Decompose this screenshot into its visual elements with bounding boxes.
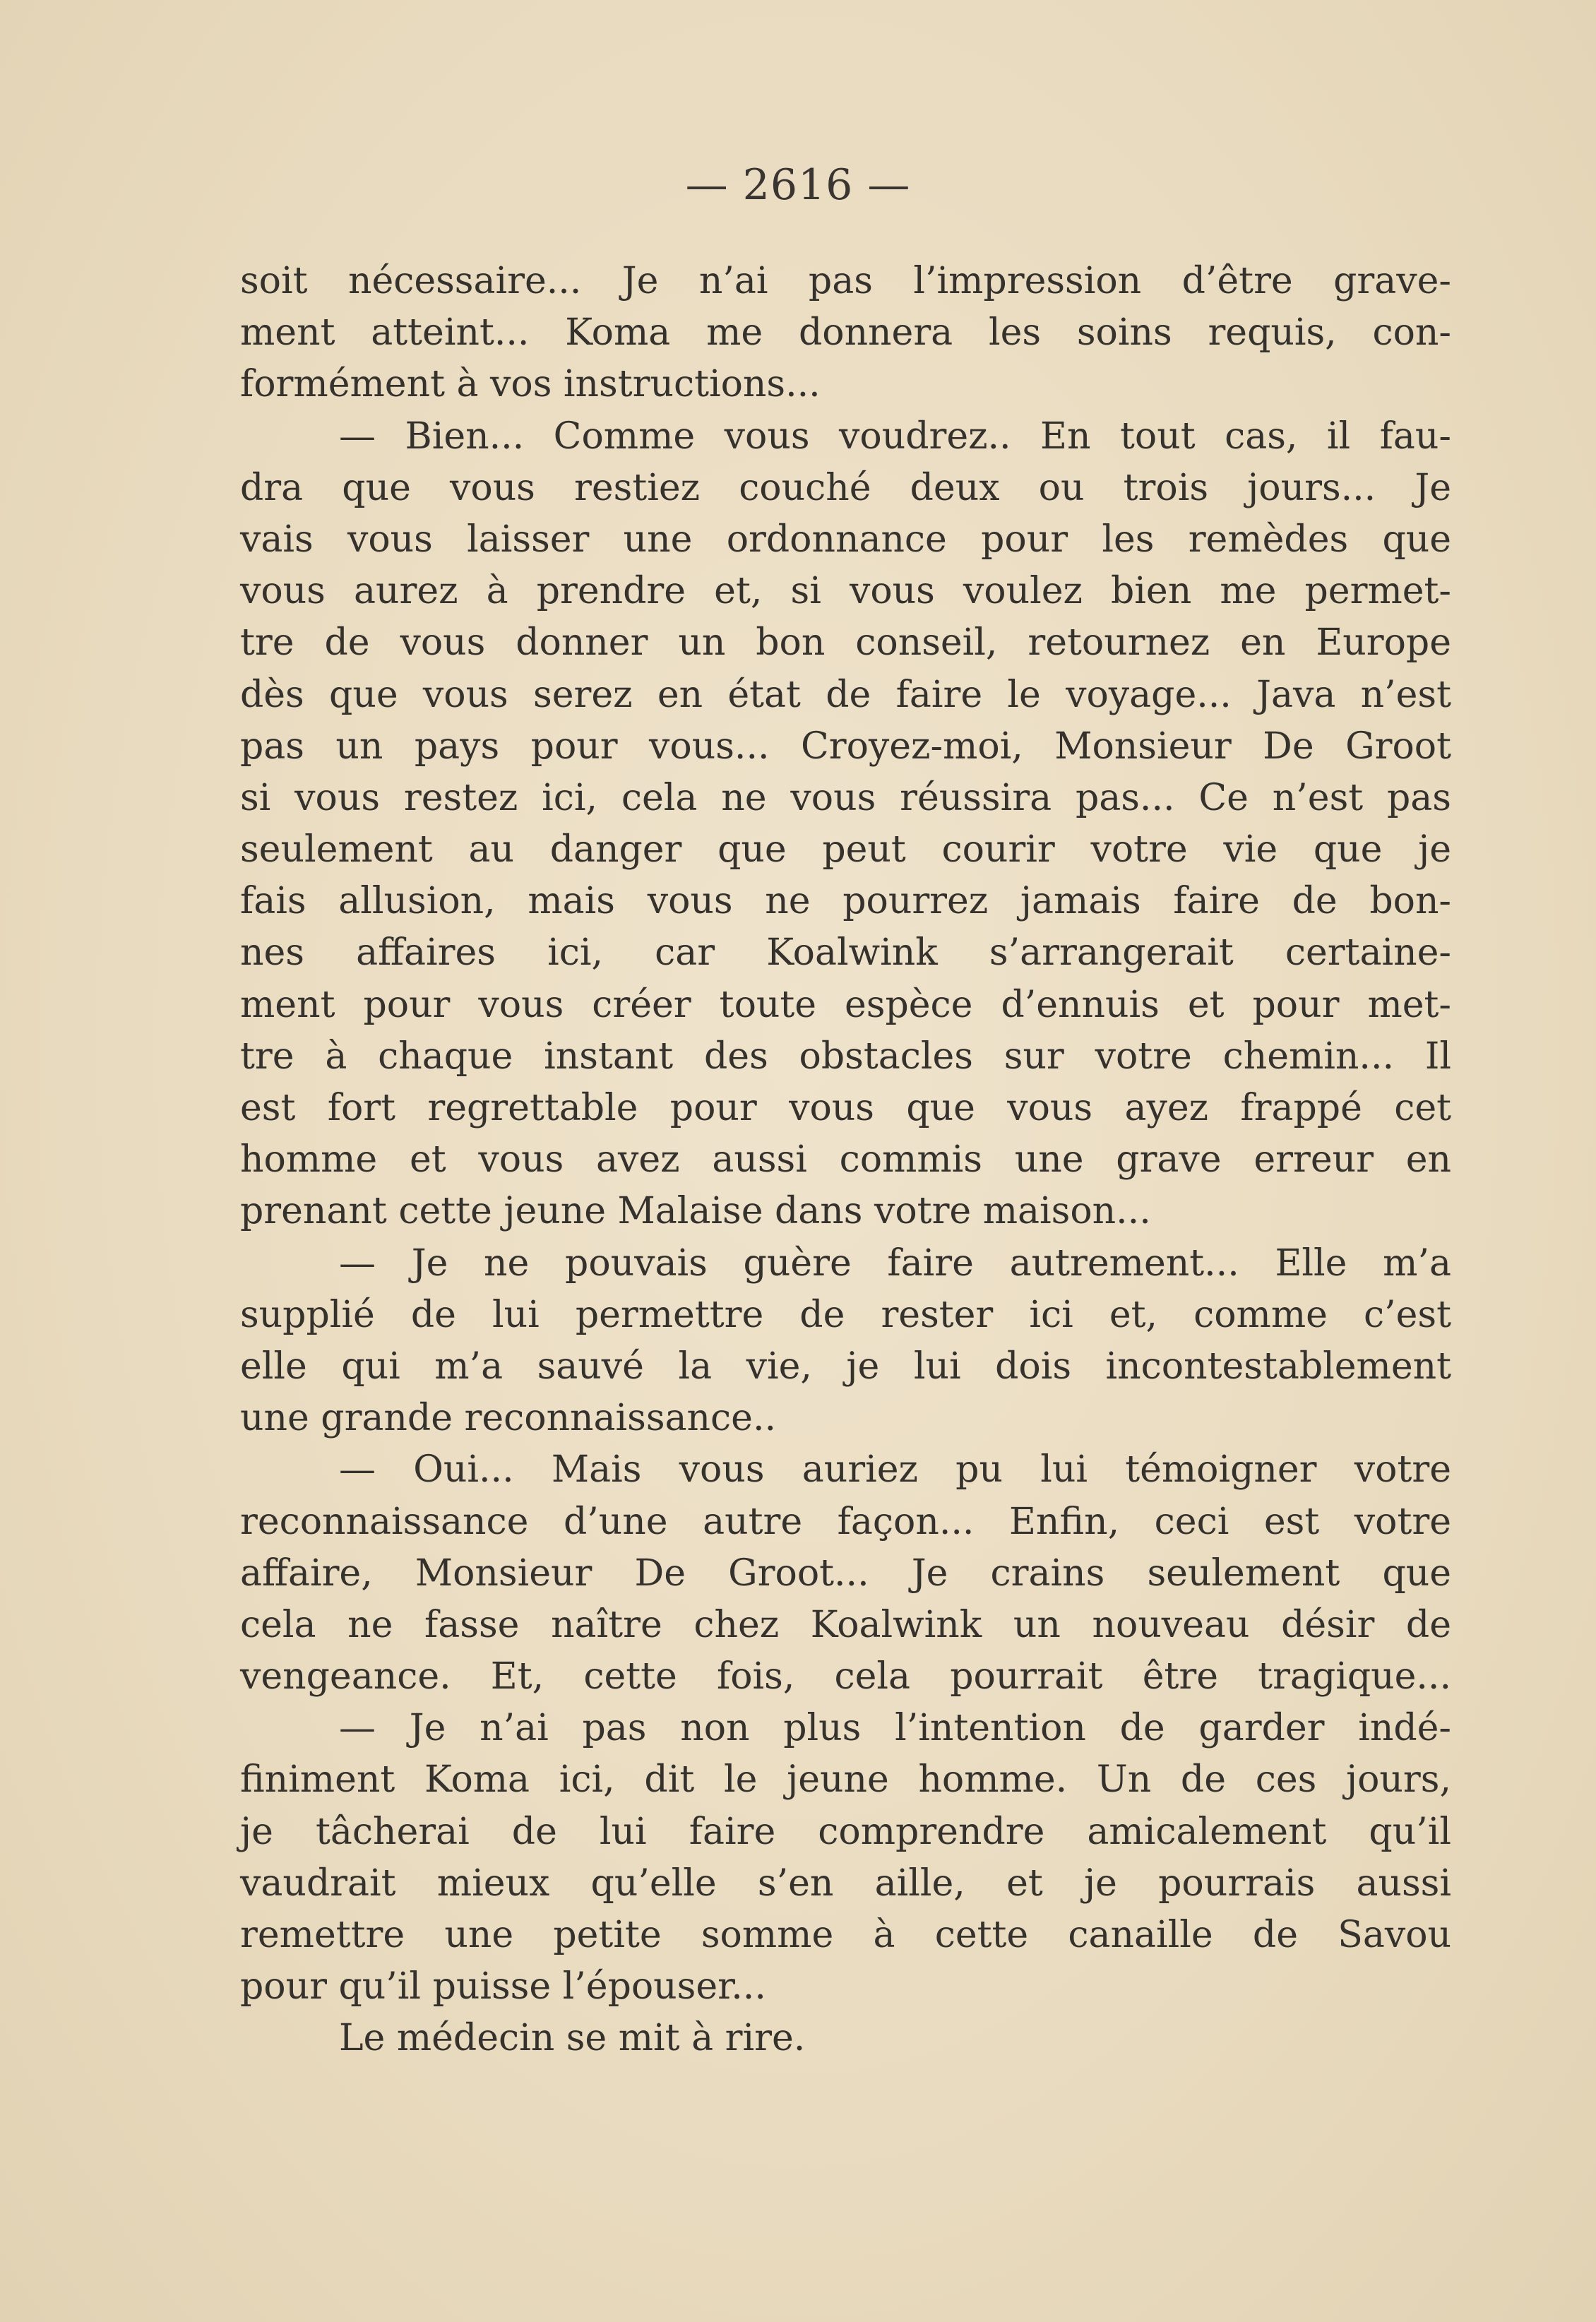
text-line: formément à vos instructions... bbox=[240, 363, 821, 406]
text-line: tre à chaque instant des obstacles sur votre chemin... Il bbox=[240, 1035, 1451, 1078]
text-line: pas un pays pour vous... Croyez-moi, Monsieur De Groot bbox=[240, 725, 1451, 768]
text-line: nes affaires ici, car Koalwink s’arrangerait certaine- bbox=[240, 931, 1451, 975]
text-line: finiment Koma ici, dit le jeune homme. Un de ces jours, bbox=[240, 1758, 1451, 1802]
text-line: vous aurez à prendre et, si vous voulez bien me permet- bbox=[240, 570, 1451, 613]
text-line: cela ne fasse naître chez Koalwink un nouveau désir de bbox=[240, 1603, 1451, 1646]
page-number: — 2616 — bbox=[685, 160, 911, 210]
text-line: Le médecin se mit à rire. bbox=[339, 2017, 806, 2060]
text-line: vengeance. Et, cette fois, cela pourrait être tragique... bbox=[240, 1655, 1451, 1698]
text-line: ment atteint... Koma me donnera les soins requis, con- bbox=[240, 311, 1451, 355]
text-line: dra que vous restiez couché deux ou trois jours... Je bbox=[240, 466, 1451, 509]
text-line: — Je ne pouvais guère faire autrement... Elle m’a bbox=[339, 1242, 1451, 1285]
text-line: reconnaissance d’une autre façon... Enfin, ceci est votre bbox=[240, 1500, 1451, 1543]
text-line: une grande reconnaissance.. bbox=[240, 1397, 777, 1440]
text-line: fais allusion, mais vous ne pourrez jamais faire de bon- bbox=[240, 880, 1451, 923]
text-line: elle qui m’a sauvé la vie, je lui dois incontestablement bbox=[240, 1345, 1451, 1388]
text-line: ment pour vous créer toute espèce d’ennuis et pour met- bbox=[240, 983, 1451, 1026]
text-line: seulement au danger que peut courir votre vie que je bbox=[240, 828, 1451, 871]
text-line: supplié de lui permettre de rester ici et, comme c’est bbox=[240, 1293, 1451, 1336]
text-line: prenant cette jeune Malaise dans votre maison... bbox=[240, 1190, 1151, 1233]
text-line: si vous restez ici, cela ne vous réussira pas... Ce n’est pas bbox=[240, 776, 1451, 819]
text-line: soit nécessaire... Je n’ai pas l’impression d’être grave- bbox=[240, 260, 1451, 302]
text-line: — Je n’ai pas non plus l’intention de garder indé- bbox=[339, 1707, 1451, 1750]
text-line: — Oui... Mais vous auriez pu lui témoigner votre bbox=[339, 1448, 1451, 1492]
text-line: homme et vous avez aussi commis une grave erreur en bbox=[240, 1138, 1451, 1181]
text-line: vaudrait mieux qu’elle s’en aille, et je pourrais aussi bbox=[240, 1862, 1451, 1905]
body-text bbox=[240, 256, 1451, 2065]
text-line: est fort regrettable pour vous que vous ayez frappé cet bbox=[240, 1087, 1451, 1129]
text-line: je tâcherai de lui faire comprendre amicalement qu’il bbox=[240, 1810, 1451, 1853]
text-line: vais vous laisser une ordonnance pour les remèdes que bbox=[240, 518, 1451, 561]
text-line: tre de vous donner un bon conseil, retournez en Europe bbox=[240, 621, 1451, 665]
text-line: pour qu’il puisse l’épouser... bbox=[240, 1965, 766, 2008]
text-line: dès que vous serez en état de faire le voyage... Java n’est bbox=[240, 673, 1451, 716]
text-line: — Bien... Comme vous voudrez.. En tout cas, il fau- bbox=[339, 415, 1451, 458]
text-line: remettre une petite somme à cette canaille de Savou bbox=[240, 1914, 1451, 1956]
text-line: affaire, Monsieur De Groot... Je crains seulement que bbox=[240, 1552, 1451, 1595]
